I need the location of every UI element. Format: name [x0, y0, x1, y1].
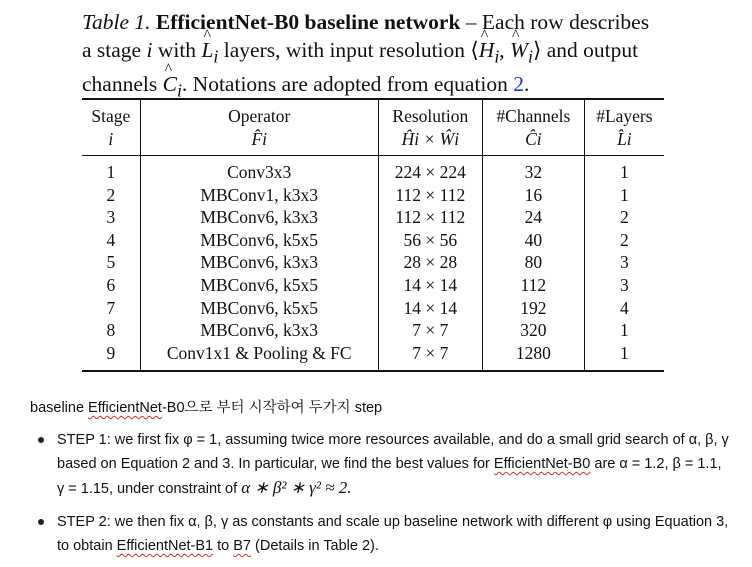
step-text: STEP 2: we then fix α, β, γ as constants and scale up baseline network with different φ using Equation 3, to obtain	[57, 514, 729, 554]
subheader-stage: i	[82, 127, 140, 156]
caption-math: ^ W	[510, 36, 528, 64]
description-line	[30, 396, 382, 417]
cell-channels: 192	[482, 297, 584, 320]
subheader-layers: L̂i	[584, 127, 664, 156]
step-text: (Details in Table 2).	[251, 538, 379, 554]
spellcheck-term: B7	[233, 538, 252, 554]
spellcheck-term: EfficientNet-B0	[493, 456, 591, 472]
cell-stage: 8	[82, 319, 140, 342]
cell-operator: MBConv6, k5x5	[140, 229, 378, 252]
caption-label: Table 1.	[82, 10, 151, 34]
cell-operator: MBConv6, k5x5	[140, 297, 378, 320]
equation-ref-link[interactable]: 2	[513, 72, 525, 97]
cell-layers: 1	[620, 320, 629, 341]
subheader-operator: F̂i	[140, 127, 378, 156]
cell-operator: Conv3x3	[140, 156, 378, 184]
cell-operator: MBConv6, k3x3	[140, 251, 378, 274]
cell-channels: 40	[482, 229, 584, 252]
caption-math: i	[494, 46, 500, 67]
header-operator: Operator	[140, 99, 378, 127]
header-resolution: Resolution	[378, 99, 482, 127]
table-row	[82, 184, 664, 207]
caption-text: . Notations are adopted from equation	[181, 72, 514, 97]
caption-math: ^ C	[163, 70, 177, 98]
cell-stage: 3	[82, 206, 140, 229]
cell-layers: 2	[620, 229, 629, 250]
subheader-resolution: Ĥi × Ŵi	[378, 127, 482, 156]
caption-text: ⟩ and output	[532, 38, 639, 62]
cell-resolution: 14 × 14	[378, 274, 482, 297]
table-caption: Table 1. EfficientNet-B0 baseline network – Each row describes a stage i with ^ $L_i$ layers, with input resolution ⟨^ $H_i$, ^ $W_i⟩$ and output channels ^ $C_i$. Notations are adopted from equation 2.	[82, 8, 722, 105]
cell-operator: MBConv6, k5x5	[140, 274, 378, 297]
cell-layers: 4	[620, 297, 629, 318]
spellcheck-term: EfficientNet-B1	[116, 538, 214, 554]
caption-math: ^ H	[479, 36, 495, 64]
table-row	[82, 229, 664, 252]
caption-math: ^ L	[201, 36, 213, 64]
cell-stage: 6	[82, 274, 140, 297]
cell-channels: 16	[482, 184, 584, 207]
table-row	[82, 274, 664, 297]
cell-resolution: 224 × 224	[378, 156, 482, 184]
caption-text: layers, with input resolution ⟨	[218, 38, 479, 62]
cell-resolution: 7 × 7	[378, 319, 482, 342]
caption-text: channels	[82, 72, 163, 97]
table-row	[82, 297, 664, 320]
caption-math: i	[527, 46, 533, 67]
caption-text: a stage	[82, 38, 147, 62]
table-subheader-row	[82, 127, 664, 156]
cell-channels: 112	[482, 274, 584, 297]
cell-layers: 2	[620, 207, 629, 228]
cell-resolution: 14 × 14	[378, 297, 482, 320]
subheader-channels: Ĉi	[482, 127, 584, 156]
caption-text: .	[524, 72, 530, 97]
steps-list	[30, 428, 730, 567]
caption-math: i	[213, 46, 219, 67]
step-text: STEP 1: we first fix φ = 1, assuming twice more resources available, and do a small grid search of α, β, γ based on Equation 2 and 3. In particular, we find the best values for	[57, 432, 729, 472]
spellcheck-term: EfficientNet	[88, 400, 162, 416]
cell-operator: MBConv6, k3x3	[140, 319, 378, 342]
step-text: are α = 1.2, β = 1.1, γ = 1.15, under constraint of	[57, 456, 722, 497]
cell-resolution: 56 × 56	[378, 229, 482, 252]
caption-math: i	[176, 80, 182, 101]
list-item-step-2	[30, 510, 730, 558]
caption-text: – Each row describes	[460, 10, 650, 34]
cell-resolution: 7 × 7	[378, 342, 482, 372]
list-item-step-1	[30, 428, 730, 501]
cell-layers: 1	[584, 342, 664, 372]
caption-text: with	[152, 38, 202, 62]
cell-stage: 7	[82, 297, 140, 320]
description-text: -B0으로 부터 시작하여 두가지 step	[161, 400, 383, 416]
cell-resolution: 112 × 112	[378, 184, 482, 207]
cell-resolution: 112 × 112	[378, 206, 482, 229]
header-stage: Stage	[82, 99, 140, 127]
cell-stage: 2	[82, 184, 140, 207]
cell-stage: 5	[82, 251, 140, 274]
cell-layers: 1	[620, 162, 629, 182]
cell-operator: MBConv6, k3x3	[140, 206, 378, 229]
cell-operator: Conv1x1 & Pooling & FC	[140, 342, 378, 372]
baseline-network-table	[82, 98, 664, 372]
cell-operator: MBConv1, k3x3	[140, 184, 378, 207]
cell-stage: 4	[82, 229, 140, 252]
table-row	[82, 319, 664, 342]
cell-channels: 1280	[482, 342, 584, 372]
description-text: baseline	[30, 400, 89, 416]
header-channels: #Channels	[482, 99, 584, 127]
cell-resolution: 28 × 28	[378, 251, 482, 274]
cell-stage: 9	[82, 342, 140, 372]
cell-stage: 1	[82, 156, 140, 184]
table-row	[82, 156, 664, 184]
cell-layers: 3	[620, 252, 629, 273]
caption-math: i	[146, 38, 153, 62]
cell-layers: 3	[620, 274, 629, 295]
step-text: to	[213, 538, 234, 554]
table-row	[82, 342, 664, 372]
table-header-row	[82, 99, 664, 127]
cell-layers: 1	[620, 184, 629, 205]
cell-channels: 24	[482, 206, 584, 229]
cell-channels: 32	[482, 156, 584, 184]
header-layers: #Layers	[584, 99, 664, 127]
table-row	[82, 251, 664, 274]
cell-channels: 80	[482, 251, 584, 274]
caption-title: EfficientNet-B0 baseline network	[155, 10, 461, 34]
table-row	[82, 206, 664, 229]
constraint-formula: α ∗ β² ∗ γ² ≈ 2.	[241, 478, 352, 497]
cell-channels: 320	[482, 319, 584, 342]
